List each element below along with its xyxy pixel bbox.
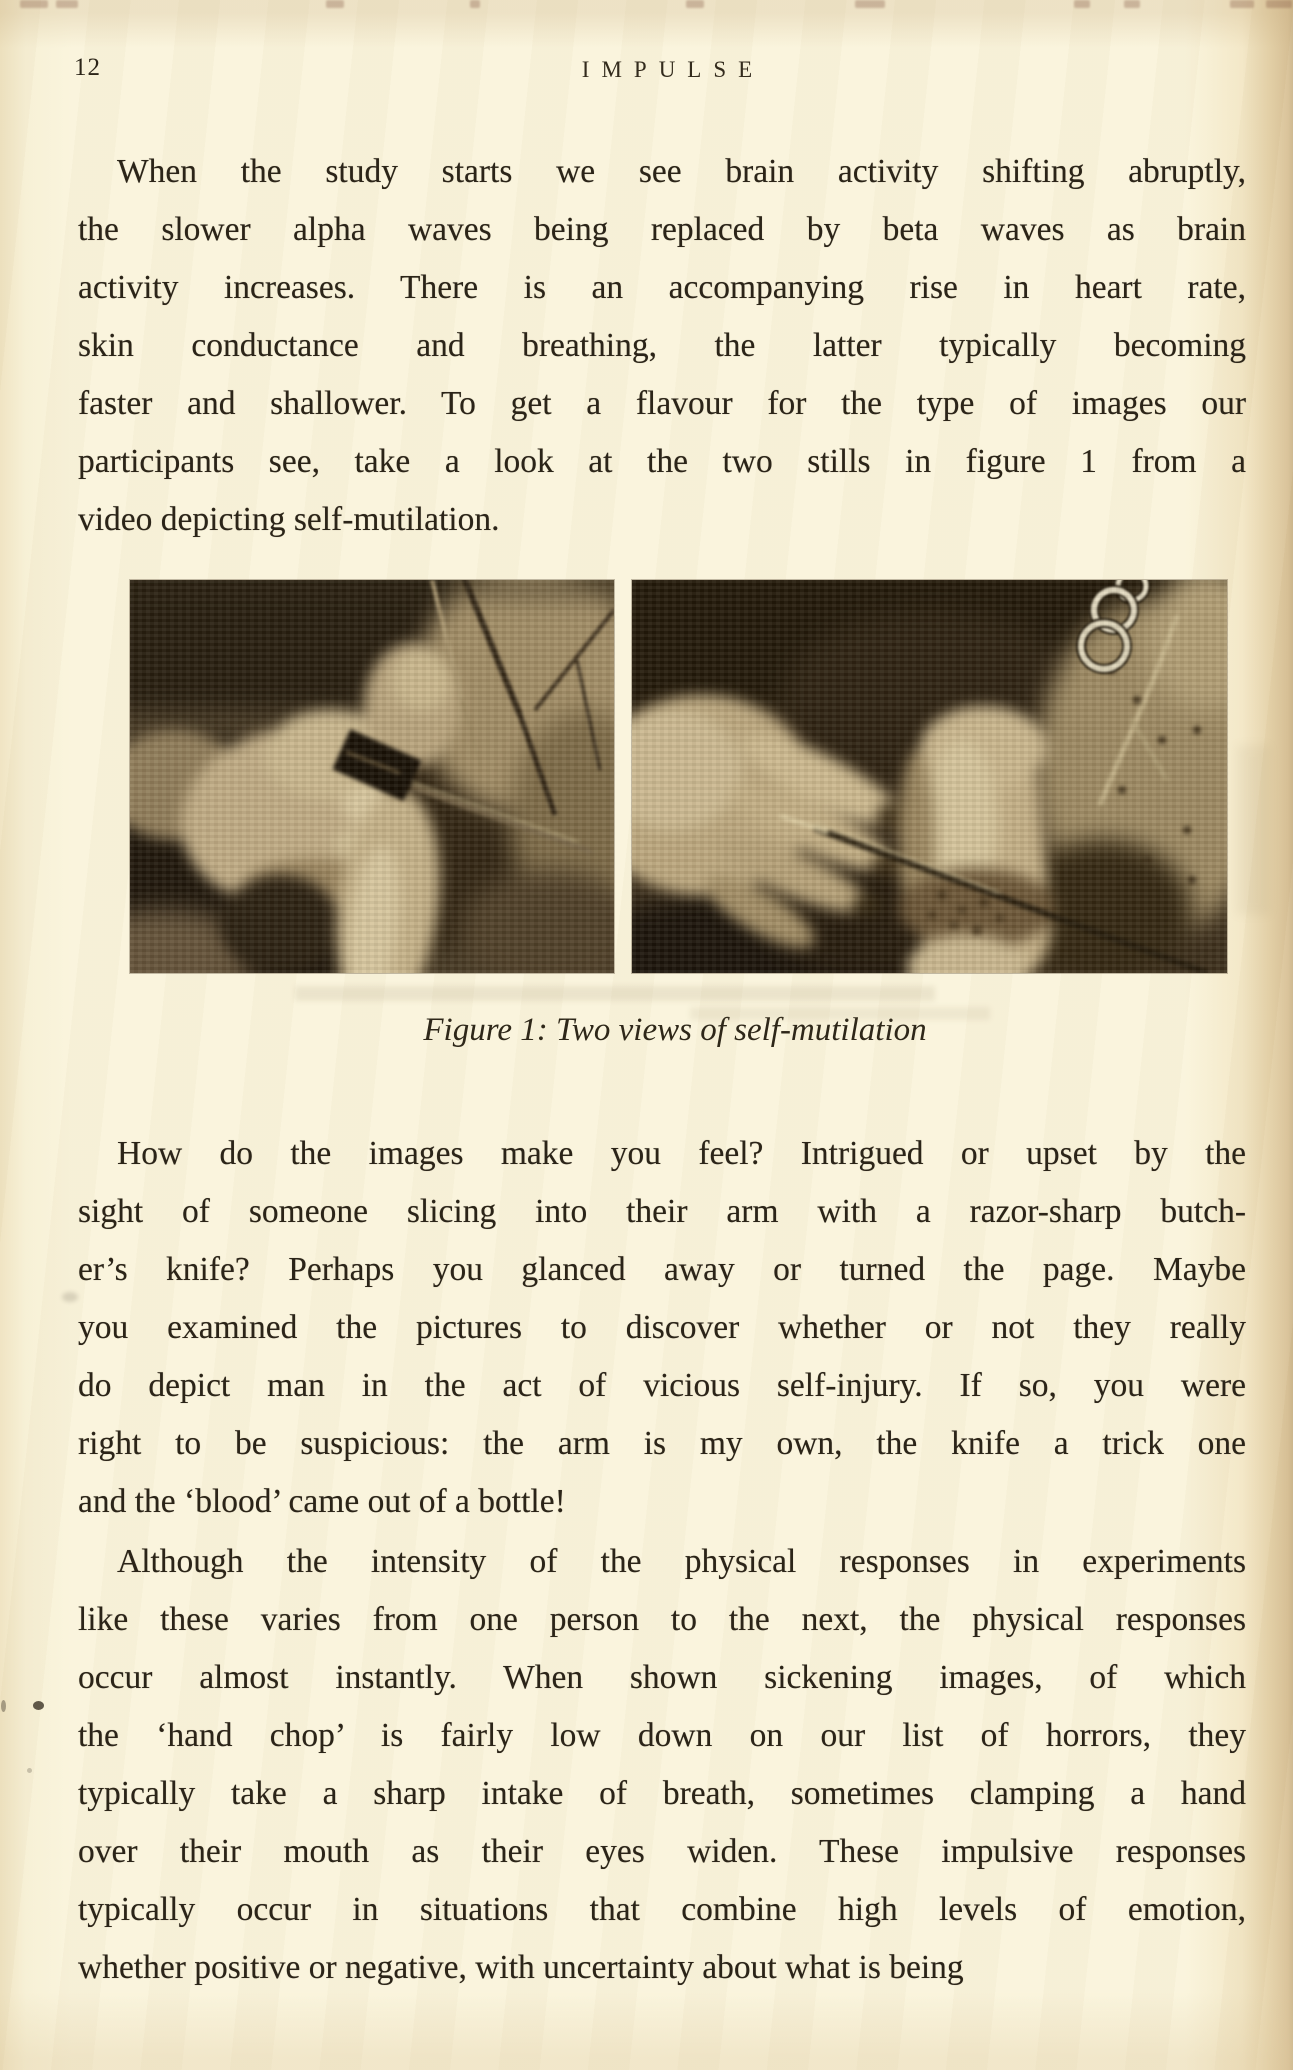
text-line: faster and shallower. To get a flavour for the type of images our xyxy=(78,385,1246,422)
ink-speck xyxy=(62,1292,78,1302)
text-line: How do the images make you feel? Intrigued or upset by the xyxy=(117,1135,1246,1172)
text-line: skin conductance and breathing, the latter typically becoming xyxy=(78,327,1246,364)
paragraph-2 xyxy=(78,1125,1246,1531)
photo-left-still xyxy=(130,580,614,973)
bleedthrough-ghost xyxy=(1236,745,1270,915)
figure-caption: Figure 1: Two views of self-mutilation xyxy=(423,1012,927,1048)
scan-mark xyxy=(1266,0,1292,8)
ink-speck xyxy=(33,1701,44,1710)
page-number: 12 xyxy=(74,54,101,81)
text-line: occur almost instantly. When shown sickening images, of which xyxy=(78,1659,1246,1696)
text-line: over their mouth as their eyes widen. These impulsive responses xyxy=(78,1833,1246,1870)
text-line: like these varies from one person to the next, the physical responses xyxy=(78,1601,1246,1638)
scan-mark xyxy=(326,0,344,8)
text-line: right to be suspicious: the arm is my own, the knife a trick one xyxy=(78,1425,1246,1462)
text-line: Although the intensity of the physical responses in experiments xyxy=(117,1543,1246,1580)
scan-mark xyxy=(1074,0,1090,8)
text-line: and the ‘blood’ came out of a bottle! xyxy=(78,1483,566,1520)
photo-left-illustration xyxy=(130,580,614,973)
scan-mark xyxy=(470,0,480,8)
text-line: the ‘hand chop’ is fairly low down on our list of horrors, they xyxy=(78,1717,1246,1754)
bleedthrough-ghost xyxy=(295,986,935,1001)
paragraph-1 xyxy=(78,143,1246,549)
scan-mark xyxy=(1124,0,1140,8)
scan-mark xyxy=(56,0,78,8)
paragraph-3 xyxy=(78,1533,1246,1997)
ink-speck xyxy=(1,1700,6,1712)
text-line: the slower alpha waves being replaced by beta waves as brain xyxy=(78,211,1246,248)
text-line: whether positive or negative, with uncertainty about what is being xyxy=(78,1949,964,1986)
scan-mark xyxy=(855,0,885,8)
text-line: you examined the pictures to discover whether or not they really xyxy=(78,1309,1246,1346)
text-line: participants see, take a look at the two stills in figure 1 from a xyxy=(78,443,1246,480)
figure-1 xyxy=(130,580,1227,973)
text-line: typically occur in situations that combine high levels of emotion, xyxy=(78,1891,1246,1928)
text-line: activity increases. There is an accompanying rise in heart rate, xyxy=(78,269,1246,306)
scan-mark xyxy=(20,0,48,8)
text-line: sight of someone slicing into their arm with a razor-sharp butch- xyxy=(78,1193,1246,1230)
text-line: typically take a sharp intake of breath, sometimes clamping a hand xyxy=(78,1775,1246,1812)
ink-speck xyxy=(27,1768,32,1773)
scan-mark xyxy=(1230,0,1254,8)
photo-right-still xyxy=(632,580,1227,973)
text-line: er’s knife? Perhaps you glanced away or turned the page. Maybe xyxy=(78,1251,1246,1288)
text-line: video depicting self-mutilation. xyxy=(78,501,500,538)
text-line: do depict man in the act of vicious self-injury. If so, you were xyxy=(78,1367,1246,1404)
text-line: When the study starts we see brain activity shifting abruptly, xyxy=(117,153,1246,190)
photo-right-illustration xyxy=(632,580,1227,973)
running-head-title: IMPULSE xyxy=(581,57,765,82)
scan-mark xyxy=(686,0,704,8)
